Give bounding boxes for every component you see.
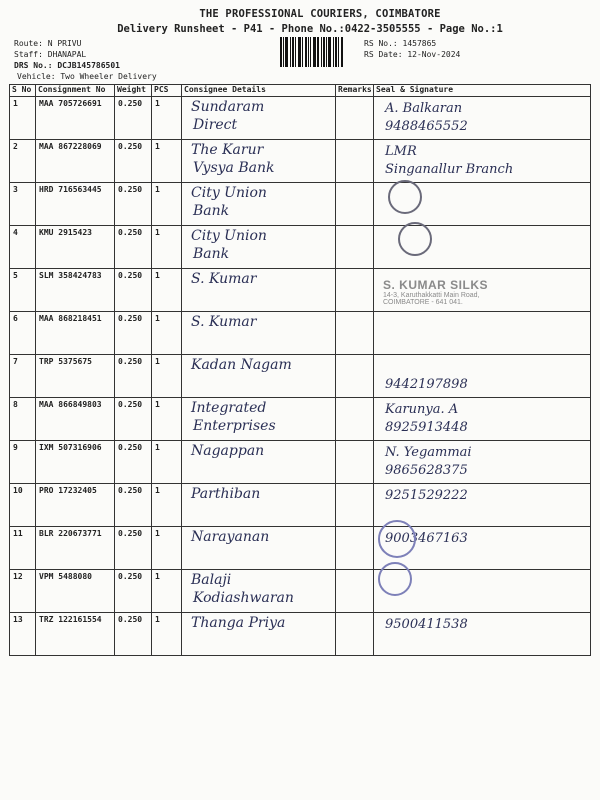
cell-pcs: 1 [152, 269, 182, 312]
cell-weight: 0.250 [115, 484, 152, 527]
page-subtitle: Delivery Runsheet - P41 - Phone No.:0422-3505555 - Page No.:1 [117, 23, 503, 35]
cell-consignment-no: TRP 5375675 [36, 355, 115, 398]
signature-line-1: 9251529222 [385, 488, 468, 503]
cell-pcs: 1 [152, 183, 182, 226]
cell-remarks [336, 398, 374, 441]
table-row [10, 140, 591, 183]
cell-weight: 0.250 [115, 269, 152, 312]
cell-signature [374, 97, 591, 140]
signature-line-2: 9865628375 [385, 463, 468, 478]
cell-signature [374, 140, 591, 183]
cell-pcs: 1 [152, 484, 182, 527]
cell-consignment-no: PRO 17232405 [36, 484, 115, 527]
cell-pcs: 1 [152, 613, 182, 656]
cell-sno: 4 [10, 226, 36, 269]
signature-line-1: 9500411538 [385, 617, 468, 632]
runsheet-table [9, 84, 591, 656]
cell-signature [374, 441, 591, 484]
cell-weight: 0.250 [115, 527, 152, 570]
table-row [10, 613, 591, 656]
signature-line-1: LMR [385, 144, 417, 159]
consignee-line-2: Vysya Bank [193, 160, 275, 176]
table-row [10, 570, 591, 613]
cell-weight: 0.250 [115, 570, 152, 613]
cell-consignment-no: KMU 2915423 [36, 226, 115, 269]
consignee-line-1: S. Kumar [191, 271, 257, 287]
cell-consignee [182, 441, 336, 484]
shop-stamp-address-1: 14-3, Karuthakkatti Main Road, [383, 292, 480, 299]
signature-line-1: N. Yegammai [385, 445, 472, 460]
cell-remarks [336, 97, 374, 140]
table-row [10, 312, 591, 355]
cell-pcs: 1 [152, 570, 182, 613]
cell-consignment-no: TRZ 122161554 [36, 613, 115, 656]
col-consignment: Consignment No [36, 85, 115, 97]
cell-remarks [336, 183, 374, 226]
cell-consignment-no: MAA 867228069 [36, 140, 115, 183]
cell-remarks [336, 269, 374, 312]
shop-stamp-name: S. KUMAR SILKS [383, 278, 489, 292]
cell-remarks [336, 484, 374, 527]
cell-weight: 0.250 [115, 183, 152, 226]
cell-consignment-no: HRD 716563445 [36, 183, 115, 226]
cell-consignee [182, 398, 336, 441]
barcode [280, 37, 358, 67]
col-consignee: Consignee Details [182, 85, 336, 97]
signature-line-1: Karunya. A [385, 402, 459, 417]
signature-line-2: 8925913448 [385, 420, 468, 435]
cell-consignee [182, 140, 336, 183]
table-row [10, 97, 591, 140]
consignee-line-1: City Union [191, 185, 267, 201]
cell-weight: 0.250 [115, 613, 152, 656]
cell-sno: 1 [10, 97, 36, 140]
consignee-line-1: S. Kumar [191, 314, 257, 330]
consignee-line-1: Nagappan [191, 443, 265, 459]
cell-sno: 7 [10, 355, 36, 398]
cell-sno: 13 [10, 613, 36, 656]
table-row [10, 183, 591, 226]
shop-stamp-address-2: COIMBATORE - 641 041. [383, 299, 463, 306]
cell-consignee [182, 312, 336, 355]
cell-sno: 2 [10, 140, 36, 183]
table-row [10, 355, 591, 398]
bank-stamp [388, 180, 422, 214]
vehicle-label: Vehicle: Two Wheeler Delivery [17, 72, 157, 81]
signature-line-2: Singanallur Branch [385, 162, 514, 177]
cell-weight: 0.250 [115, 398, 152, 441]
page-title: THE PROFESSIONAL COURIERS, COIMBATORE [199, 8, 441, 20]
cell-signature [374, 398, 591, 441]
cell-pcs: 1 [152, 441, 182, 484]
col-remarks: Remarks [336, 85, 374, 97]
consignee-line-1: Balaji [191, 572, 232, 588]
cell-consignee [182, 269, 336, 312]
cell-pcs: 1 [152, 527, 182, 570]
cell-sno: 5 [10, 269, 36, 312]
consignee-line-2: Kodiashwaran [193, 590, 294, 606]
consignee-line-1: Sundaram [191, 99, 265, 115]
cell-consignee [182, 613, 336, 656]
consignee-line-1: Kadan Nagam [191, 357, 292, 373]
signature-line-2: 9488465552 [385, 119, 468, 134]
cell-pcs: 1 [152, 97, 182, 140]
cell-consignment-no: MAA 868218451 [36, 312, 115, 355]
cell-sno: 3 [10, 183, 36, 226]
table-row [10, 527, 591, 570]
signature-line-1: A. Balkaran [385, 101, 463, 116]
consignee-line-1: Thanga Priya [191, 615, 286, 631]
cell-consignee [182, 484, 336, 527]
cell-remarks [336, 441, 374, 484]
consignee-line-1: Narayanan [191, 529, 270, 545]
cell-consignee [182, 355, 336, 398]
table-row [10, 441, 591, 484]
table-header-row [10, 85, 591, 97]
rs-date: RS Date: 12-Nov-2024 [364, 50, 461, 59]
cell-consignee [182, 97, 336, 140]
cell-remarks [336, 355, 374, 398]
signature-line-2: 9442197898 [385, 377, 468, 392]
consignee-line-1: Parthiban [191, 486, 261, 502]
cell-remarks [336, 226, 374, 269]
cell-weight: 0.250 [115, 355, 152, 398]
cell-remarks [336, 140, 374, 183]
drs-label: DRS No.: DCJB145786501 [14, 61, 120, 70]
shop-stamp [383, 278, 533, 306]
cell-weight: 0.250 [115, 441, 152, 484]
cell-consignment-no: MAA 866849803 [36, 398, 115, 441]
cell-pcs: 1 [152, 355, 182, 398]
cell-signature [374, 613, 591, 656]
table-row [10, 484, 591, 527]
cell-consignee [182, 226, 336, 269]
cell-signature [374, 484, 591, 527]
cell-remarks [336, 570, 374, 613]
cell-signature [374, 312, 591, 355]
rs-info [364, 38, 460, 60]
cell-weight: 0.250 [115, 312, 152, 355]
cell-remarks [336, 613, 374, 656]
cell-consignment-no: IXM 507316906 [36, 441, 115, 484]
col-sno: S No [10, 85, 36, 97]
cell-consignment-no: MAA 705726691 [36, 97, 115, 140]
cell-weight: 0.250 [115, 226, 152, 269]
rs-number: RS No.: 1457865 [364, 39, 437, 48]
table-row [10, 226, 591, 269]
cell-sno: 10 [10, 484, 36, 527]
col-weight: Weight [115, 85, 152, 97]
cell-consignee [182, 527, 336, 570]
cell-sno: 8 [10, 398, 36, 441]
cell-pcs: 1 [152, 140, 182, 183]
table-row [10, 398, 591, 441]
cell-consignment-no: BLR 220673771 [36, 527, 115, 570]
bank-stamp [398, 222, 432, 256]
signature-line-1: 9003467163 [385, 531, 468, 546]
cell-pcs: 1 [152, 226, 182, 269]
company-stamp [378, 562, 412, 596]
cell-consignee [182, 183, 336, 226]
consignee-line-1: City Union [191, 228, 267, 244]
consignee-line-1: Integrated [191, 400, 267, 416]
cell-signature [374, 355, 591, 398]
cell-remarks [336, 312, 374, 355]
cell-remarks [336, 527, 374, 570]
cell-sno: 9 [10, 441, 36, 484]
consignee-line-2: Bank [193, 246, 230, 262]
cell-pcs: 1 [152, 398, 182, 441]
cell-sno: 11 [10, 527, 36, 570]
cell-sno: 12 [10, 570, 36, 613]
company-stamp [378, 520, 416, 558]
consignee-line-2: Direct [193, 117, 238, 133]
cell-weight: 0.250 [115, 140, 152, 183]
col-pcs: PCS [152, 85, 182, 97]
consignee-line-2: Bank [193, 203, 230, 219]
route-label: Route: N PRIVU [14, 39, 82, 48]
cell-consignment-no: SLM 358424783 [36, 269, 115, 312]
cell-sno: 6 [10, 312, 36, 355]
consignee-line-1: The Karur [191, 142, 264, 158]
cell-pcs: 1 [152, 312, 182, 355]
col-signature: Seal & Signature [374, 85, 591, 97]
cell-consignee [182, 570, 336, 613]
cell-consignment-no: VPM 5488080 [36, 570, 115, 613]
consignee-line-2: Enterprises [193, 418, 276, 434]
staff-label: Staff: DHANAPAL [14, 50, 87, 59]
cell-weight: 0.250 [115, 97, 152, 140]
